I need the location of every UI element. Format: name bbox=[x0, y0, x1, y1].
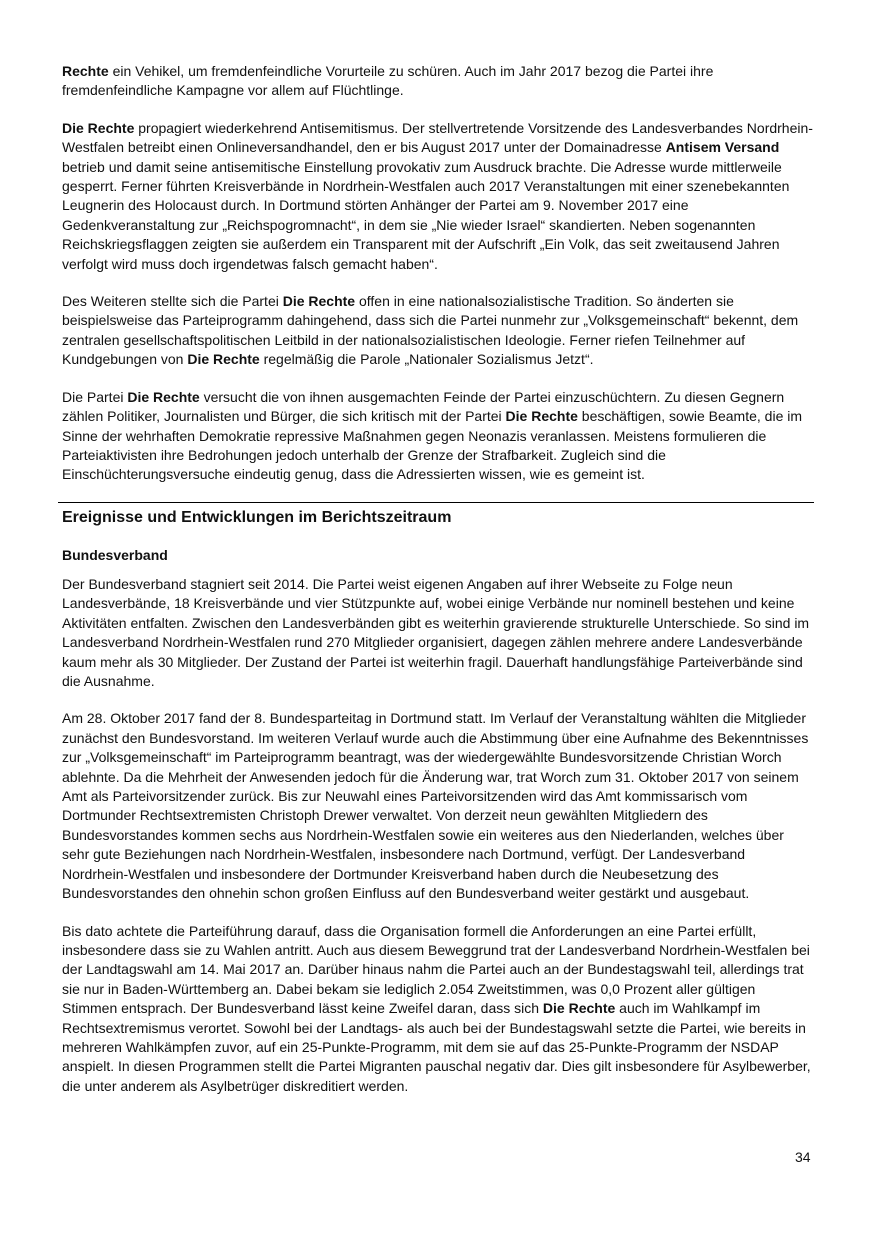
text-run: ein Vehikel, um fremdenfeindliche Vorurteile zu schüren. Auch im Jahr 2017 bezog die Partei ihre fremdenfeindliche Kampagne vor allem auf Flüchtlinge. bbox=[62, 63, 714, 99]
text-run: Des Weiteren stellte sich die Partei bbox=[62, 293, 283, 310]
paragraph bbox=[62, 388, 814, 485]
section-body bbox=[62, 546, 814, 1096]
paragraph bbox=[62, 292, 814, 370]
subsection-heading: Bundesverband bbox=[62, 547, 168, 563]
bold-text: Die Rechte bbox=[505, 408, 578, 425]
text-run: Der Bundesverband stagniert seit 2014. Die Partei weist eigenen Angaben auf ihrer Webseite zu Folge neun Landesverbände, 18 Kreisverbände und vier Stützpunkte auf, wobei einige Verbände nur nominell bestehen und keine Aktivitäten entfalten. Zwischen den Landesverbänden gibt es weiterhin gravierende strukturelle Unterschiede. So sind im Landesverband Nordrhein-Westfalen rund 270 Mitglieder organisiert, dagegen zählen mehrere andere Landesverbände kaum mehr als 30 Mitglieder. Der Zustand der Partei ist weiterhin fragil. Dauerhaft handlungsfähige Parteiverbände sind die Ausnahme. bbox=[62, 576, 810, 690]
text-run: propagiert wiederkehrend Antisemitismus. Der stellvertretende Vorsitzende des Landesverbandes Nordrhein-Westfalen betreibt einen Onlineversandhandel, den er bis August 2017 unter der Domainadresse bbox=[62, 119, 813, 156]
bold-text: Die Rechte bbox=[187, 351, 260, 368]
section-divider bbox=[58, 502, 814, 503]
bold-text: Antisem Versand bbox=[665, 139, 780, 156]
paragraph bbox=[62, 62, 814, 101]
text-run: beschäftigen, sowie Beamte, die im Sinne der wehrhaften Demokratie repressive Maßnahmen gegen Neonazis veranlassen. Meistens formulieren die Parteiaktivisten ihre Bedrohungen jedoch unterhalb der Grenze der Strafbarkeit. Zugleich sind die Einschüchterungsversuche eindeutig genug, dass die Adressierten wissen, wie es gemeint ist. bbox=[62, 408, 803, 483]
page-number: 34 bbox=[795, 1149, 811, 1165]
text-run: Am 28. Oktober 2017 fand der 8. Bundesparteitag in Dortmund statt. Im Verlauf der Veranstaltung wählten die Mitglieder zunächst den Bundesvorstand. Im weiteren Verlauf wurde auch die Abstimmung über eine Aufnahme des Bekenntnisses zur „Volksgemeinschaft“ im Parteiprogramm beantragt, was der wiedergewählte Bundesvorsitzende Christian Worch ablehnte. Da die Mehrheit der Anwesenden jedoch für die Änderung war, trat Worch zum 31. Oktober 2017 von seinem Amt als Parteivorsitzender zurück. Bis zur Neuwahl eines Parteivorsitzenden wird das Amt kommissarisch vom Dortmunder Rechtsextremisten Christoph Drewer verwaltet. Von derzeit neun gewählten Mitgliedern des Bundesvorstandes kommen sechs aus Nordrhein-Westfalen sowie ein weiteres aus den Niederlanden, welches über sehr gute Beziehungen nach Nordrhein-Westfalen, insbesondere nach Dortmund, verfügt. Der Landesverband Nordrhein-Westfalen und insbesondere der Dortmunder Kreisverband haben durch die Neubesetzung des Bundesvorstandes den ohnehin schon großen Einfluss auf den Bundesverband weiter gestärkt und ausgebaut. bbox=[62, 710, 809, 902]
bold-text: Rechte bbox=[62, 63, 109, 79]
paragraph bbox=[62, 709, 814, 903]
text-run: betrieb und damit seine antisemitische Einstellung provokativ zum Ausdruck brachte. Die Adresse wurde mittlerweile gesperrt. Ferner führten Kreisverbände in Nordrhein-Westfalen auch 2017 Veranstaltungen mit einer szenebekannten Leugnerin des Holocaust durch. In Dortmund störten Anhänger der Partei am 9. November 2017 eine Gedenkveranstaltung zur „Reichspogromnacht“, in dem sie „Nie wieder Israel“ skandierten. Neben sogenannten Reichskriegsflaggen zeigten sie außerdem ein Transparent mit der Aufschrift „Ein Volk, das seit zweitausend Jahren verfolgt wird muss doch irgendetwas falsch gemacht haben“. bbox=[62, 158, 790, 272]
paragraph bbox=[62, 922, 814, 1097]
section-heading: Ereignisse und Entwicklungen im Berichtszeitraum bbox=[62, 509, 452, 526]
text-run: versucht die von ihnen ausgemachten Feinde der Partei einzuschüchtern. Zu diesen Gegnern zählen Politiker, Journalisten und Bürger, die sich kritisch mit der Partei bbox=[62, 388, 785, 425]
text-run: Bis dato achtete die Parteiführung darauf, dass die Organisation formell die Anforderungen an eine Partei erfüllt, insbesondere dass sie zu Wahlen antritt. Auch aus diesem Beweggrund trat der Landesverband Nordrhein-Westfalen bei der Landtagswahl am 14. Mai 2017 an. Darüber hinaus nahm die Partei auch an der Bundestagswahl teil, allerdings trat sie nur in Baden-Württemberg an. Dabei bekam sie lediglich 2.054 Zweitstimmen, was 0,0 Prozent aller gültigen Stimmen entsprach. Der Bundesverband lässt keine Zweifel daran, dass sich bbox=[62, 922, 810, 1017]
bold-text: Die Rechte bbox=[62, 119, 135, 136]
bold-text: Die Rechte bbox=[542, 1000, 616, 1017]
paragraph bbox=[62, 119, 814, 274]
text-run: auch im Wahlkampf im Rechtsextremismus verortet. Sowohl bei der Landtags- als auch bei der Bundestagswahl setzte die Partei, wie bereits in mehreren Wahlkämpfen zuvor, auf ein 25-Punkte-Programm, mit dem sie auf das 25-Punkte-Programm der NSDAP anspielt. In diesen Programmen stellt die Partei Migranten pauschal negativ dar. Dies gilt insbesondere für Asylbewerber, die unter anderem als Asylbetrüger diskreditiert werden. bbox=[62, 1000, 811, 1094]
intro-text bbox=[62, 62, 814, 485]
text-run: offen in eine nationalsozialistische Tradition. So änderten sie beispielsweise das Parteiprogramm dahingehend, dass sich die Partei nunmehr zur „Volksgemeinschaft“ bekennt, dem zentralen gesellschaftspolitischen Leitbild in der nationalsozialistischen Ideologie. Ferner riefen Teilnehmer auf Kundgebungen von bbox=[62, 293, 799, 368]
text-run: regelmäßig die Parole „Nationaler Sozialismus Jetzt“. bbox=[259, 351, 594, 368]
text-run: Die Partei bbox=[62, 388, 128, 405]
bold-text: Die Rechte bbox=[282, 293, 356, 310]
bold-text: Die Rechte bbox=[127, 388, 200, 405]
paragraph bbox=[62, 575, 814, 691]
